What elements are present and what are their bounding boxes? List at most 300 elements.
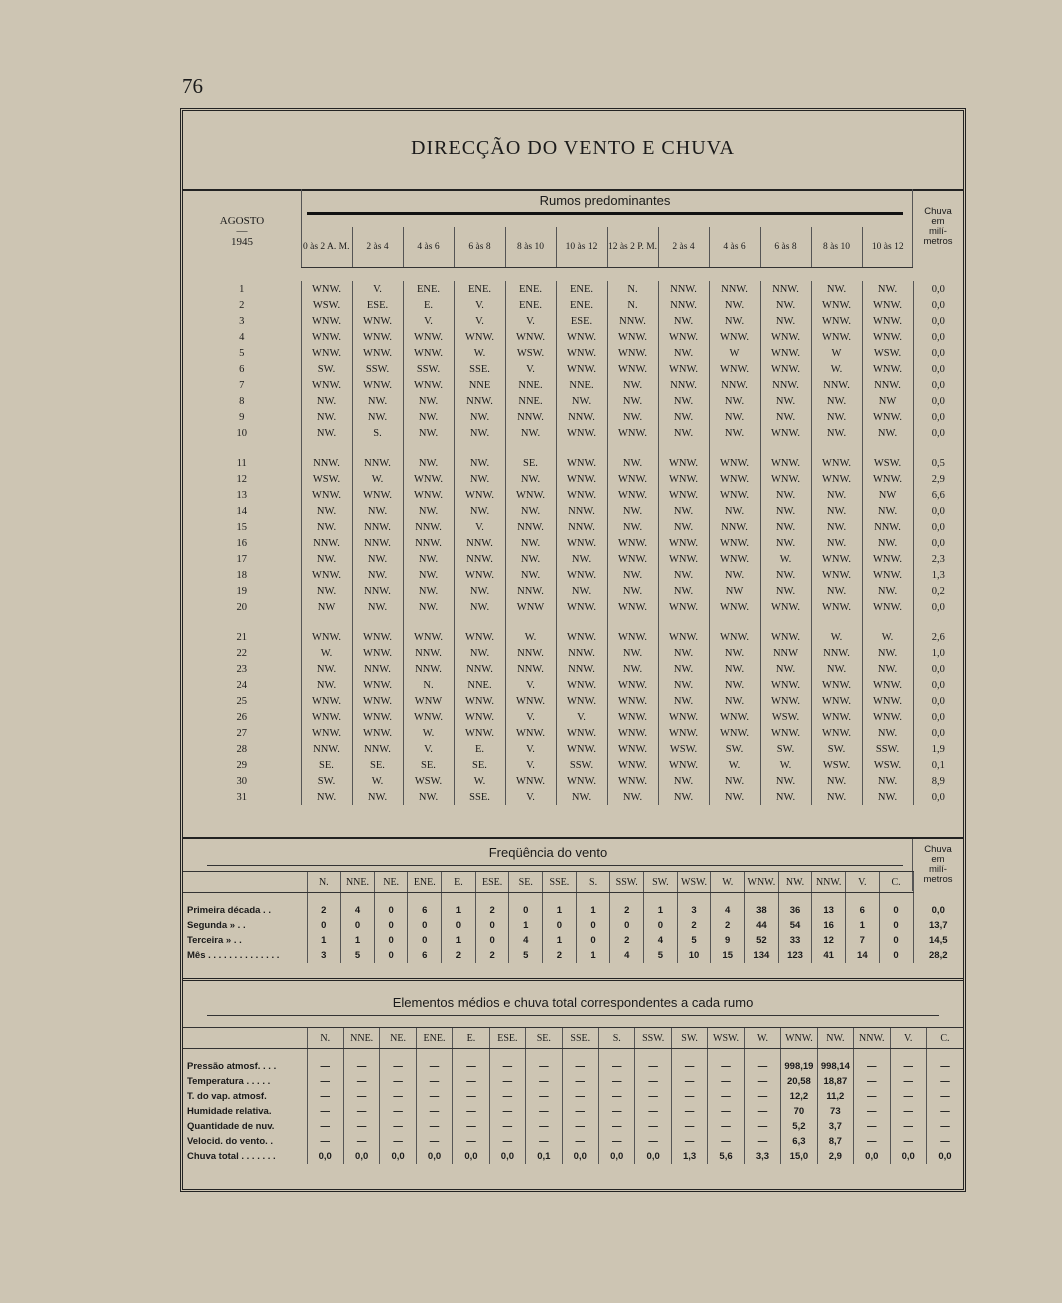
rain-cell: 0,0 (913, 297, 963, 313)
value-cell: 0 (879, 933, 913, 948)
direction-cell: V. (454, 519, 505, 535)
direction-cell: WNW. (403, 471, 454, 487)
value-cell: 0,0 (926, 1149, 963, 1164)
direction-cell: NNW. (811, 377, 862, 393)
direction-cell: NW. (454, 471, 505, 487)
direction-cell: WNW. (607, 329, 658, 345)
day-cell: 31 (236, 791, 247, 803)
day-cell: 26 (236, 711, 247, 723)
value-cell: — (926, 1089, 963, 1104)
direction-cell: NW. (811, 773, 862, 789)
rain-cell: 0,0 (913, 789, 963, 805)
table-row (183, 789, 963, 805)
value-cell: 998,14 (817, 1059, 853, 1074)
direction-cell: NW. (658, 661, 709, 677)
direction-cell: NNE (454, 377, 505, 393)
means-rule (207, 1015, 939, 1016)
direction-cell: NW. (811, 519, 862, 535)
table-row (183, 583, 963, 599)
direction-cell: WNW. (556, 599, 607, 615)
value-cell: — (635, 1074, 671, 1089)
direction-cell: NNW. (454, 393, 505, 409)
col-header: NE. (374, 872, 408, 893)
row-label: Mês . . . . . . . . . . . . . . (187, 950, 280, 961)
col-header: W. (711, 872, 745, 893)
rain-cell: 0,0 (913, 725, 963, 741)
main-col-headers (301, 227, 913, 268)
col-header: 8 às 10 (811, 227, 862, 268)
direction-cell: NW. (454, 599, 505, 615)
value-cell: 2 (610, 903, 644, 918)
direction-cell: WNW. (352, 313, 403, 329)
direction-cell: WNW. (556, 471, 607, 487)
value-cell: 0,0 (599, 1149, 635, 1164)
value-cell: — (343, 1089, 379, 1104)
direction-cell: NW. (505, 503, 556, 519)
direction-cell: NW. (505, 535, 556, 551)
direction-cell: NW. (556, 393, 607, 409)
value-cell: — (671, 1074, 707, 1089)
rain-cell: 0,0 (913, 693, 963, 709)
direction-cell: NW. (709, 693, 760, 709)
direction-cell: WNW. (709, 551, 760, 567)
day-cell: 24 (236, 679, 247, 691)
table-row (183, 535, 963, 551)
table-row (183, 393, 963, 409)
direction-cell: WNW. (556, 629, 607, 645)
direction-cell: WSW. (403, 773, 454, 789)
value-cell: — (453, 1089, 489, 1104)
table-row (183, 471, 963, 487)
value-cell: — (416, 1104, 452, 1119)
direction-cell: WNW. (556, 725, 607, 741)
direction-cell: WSW. (505, 345, 556, 361)
rain-cell: 0,0 (913, 661, 963, 677)
direction-cell: NW. (352, 599, 403, 615)
direction-cell: SW. (301, 361, 352, 377)
direction-cell: NNW. (454, 535, 505, 551)
direction-cell: WNW. (811, 693, 862, 709)
direction-cell: NW. (811, 583, 862, 599)
direction-cell: SSW. (352, 361, 403, 377)
value-cell: 5 (341, 948, 375, 963)
direction-cell: WNW. (607, 345, 658, 361)
direction-cell: NW. (352, 551, 403, 567)
direction-cell: WNW. (403, 487, 454, 503)
value-cell: — (599, 1134, 635, 1149)
direction-cell: WNW. (301, 709, 352, 725)
direction-cell: WNW. (658, 551, 709, 567)
direction-cell: NW. (760, 519, 811, 535)
direction-cell: WNW. (709, 487, 760, 503)
table-row (183, 1059, 963, 1074)
direction-cell: WNW. (862, 567, 913, 583)
value-cell: 998,19 (781, 1059, 817, 1074)
direction-cell: NNW. (658, 281, 709, 297)
direction-cell: NW. (352, 789, 403, 805)
rain-header (912, 189, 963, 267)
value-cell: 36 (778, 903, 812, 918)
value-cell: 2 (677, 918, 711, 933)
value-cell: 12,2 (781, 1089, 817, 1104)
direction-cell: NNW. (505, 519, 556, 535)
direction-cell: NW. (301, 409, 352, 425)
day-cell: 14 (236, 505, 247, 517)
direction-cell: NW. (862, 535, 913, 551)
value-cell: 1 (543, 903, 577, 918)
value-cell: — (416, 1089, 452, 1104)
day-cell: 23 (236, 663, 247, 675)
direction-cell: NW. (454, 503, 505, 519)
value-cell: 0 (374, 903, 408, 918)
direction-cell: NW. (658, 519, 709, 535)
direction-cell: WNW. (607, 741, 658, 757)
direction-cell: V. (454, 313, 505, 329)
rain-cell: 2,9 (913, 471, 963, 487)
value-cell: — (562, 1089, 598, 1104)
rain-cell: 1,3 (913, 567, 963, 583)
frequency-section (183, 839, 963, 981)
day-cell: 15 (236, 521, 247, 533)
value-cell: — (380, 1119, 416, 1134)
direction-cell: NNW. (709, 519, 760, 535)
direction-cell: V. (505, 709, 556, 725)
rain-cell: 0,0 (913, 677, 963, 693)
direction-cell: WNW. (556, 455, 607, 471)
value-cell: — (635, 1059, 671, 1074)
direction-cell: WNW. (352, 377, 403, 393)
main-body (183, 281, 963, 805)
value-cell: 13 (812, 903, 846, 918)
direction-cell: NW. (658, 789, 709, 805)
direction-cell: WNW. (301, 693, 352, 709)
day-cell: 1 (239, 283, 245, 295)
rain-cell: 0,0 (913, 281, 963, 297)
direction-cell: NW. (862, 281, 913, 297)
direction-cell: E. (403, 297, 454, 313)
table-row (183, 425, 963, 441)
direction-cell: NW. (862, 645, 913, 661)
col-header: NNE. (341, 872, 375, 893)
direction-cell: WNW. (556, 487, 607, 503)
row-label: Pressão atmosf. . . . (187, 1061, 277, 1072)
value-cell: 5 (509, 948, 543, 963)
value-cell: — (890, 1074, 926, 1089)
direction-cell: NW. (709, 567, 760, 583)
col-header: 2 às 4 (352, 227, 403, 268)
value-cell: 0,0 (416, 1149, 452, 1164)
rain-cell: 0,0 (913, 535, 963, 551)
direction-cell: W. (301, 645, 352, 661)
value-cell: 38 (745, 903, 779, 918)
value-cell: — (562, 1074, 598, 1089)
direction-cell: WNW. (403, 377, 454, 393)
table-row (183, 1134, 963, 1149)
direction-cell: WNW. (811, 455, 862, 471)
direction-cell: WNW. (709, 629, 760, 645)
direction-cell: WNW. (760, 725, 811, 741)
wind-direction-section (183, 189, 963, 839)
value-cell: 1 (341, 933, 375, 948)
direction-cell: NNW. (556, 645, 607, 661)
direction-cell: NW. (607, 393, 658, 409)
value-cell: 5,2 (781, 1119, 817, 1134)
value-cell: — (526, 1119, 562, 1134)
direction-cell: WNW. (556, 345, 607, 361)
direction-cell: WSW. (760, 709, 811, 725)
value-cell: 0 (374, 948, 408, 963)
direction-cell: WNW. (862, 709, 913, 725)
table-row (183, 329, 963, 345)
value-cell: 5 (677, 933, 711, 948)
value-cell: — (635, 1089, 671, 1104)
value-cell: 0 (341, 918, 375, 933)
direction-cell: V. (505, 677, 556, 693)
direction-cell: SSE. (454, 361, 505, 377)
direction-cell: WNW. (301, 377, 352, 393)
direction-cell: W. (811, 361, 862, 377)
value-cell: 0,0 (453, 1149, 489, 1164)
direction-cell: NNW. (505, 409, 556, 425)
rain-label-3: milí- (929, 226, 947, 237)
direction-cell: WNW. (658, 455, 709, 471)
means-title: Elementos médios e chuva total correspondentes a cada rumo (392, 995, 754, 1010)
col-header: 4 às 6 (709, 227, 760, 268)
direction-cell: WNW. (454, 567, 505, 583)
direction-cell: WNW. (811, 725, 862, 741)
direction-cell: NNW. (556, 661, 607, 677)
value-cell: 3,3 (744, 1149, 780, 1164)
table-frame (180, 108, 966, 1192)
day-cell: 17 (236, 553, 247, 565)
value-cell: — (307, 1119, 343, 1134)
frequency-rule (207, 865, 903, 866)
direction-cell: WNW. (760, 329, 811, 345)
page-title: DIRECÇÃO DO VENTO E CHUVA (411, 137, 735, 159)
value-cell: — (671, 1104, 707, 1119)
value-cell: — (854, 1119, 890, 1134)
value-cell: 6 (408, 903, 442, 918)
table-row (183, 693, 963, 709)
direction-cell: WNW. (607, 773, 658, 789)
direction-cell: NW. (760, 661, 811, 677)
direction-cell: WNW. (709, 709, 760, 725)
direction-cell: WNW. (607, 535, 658, 551)
value-cell: — (343, 1104, 379, 1119)
direction-cell: WNW. (862, 471, 913, 487)
value-cell: — (708, 1089, 744, 1104)
value-cell: 73 (817, 1104, 853, 1119)
direction-cell: SE. (454, 757, 505, 773)
direction-cell: WNW. (658, 329, 709, 345)
col-header: NW. (817, 1028, 853, 1049)
value-cell: — (926, 1104, 963, 1119)
value-cell: 5,6 (708, 1149, 744, 1164)
direction-cell: NNW. (352, 583, 403, 599)
direction-cell: NW. (607, 409, 658, 425)
direction-cell: WNW. (862, 677, 913, 693)
value-cell: 1 (442, 903, 476, 918)
direction-cell: SSW. (556, 757, 607, 773)
direction-cell: NW. (862, 725, 913, 741)
direction-cell: WNW. (811, 709, 862, 725)
value-cell: — (708, 1059, 744, 1074)
value-cell: 12 (812, 933, 846, 948)
table-row (183, 345, 963, 361)
direction-cell: NW. (760, 487, 811, 503)
col-header: 8 às 10 (505, 227, 556, 268)
direction-cell: NW. (454, 583, 505, 599)
direction-cell: NNW. (862, 519, 913, 535)
value-cell: — (890, 1119, 926, 1134)
value-cell: — (744, 1134, 780, 1149)
direction-cell: WNW. (352, 725, 403, 741)
col-header: N. (307, 872, 341, 893)
rain-cell: 0,2 (913, 583, 963, 599)
value-cell: — (671, 1059, 707, 1074)
freq-rain-label-1: Chuva (924, 844, 952, 855)
value-cell: 8,7 (817, 1134, 853, 1149)
direction-cell: WSW. (862, 345, 913, 361)
direction-cell: SW. (811, 741, 862, 757)
value-cell: — (489, 1089, 525, 1104)
direction-cell: WNW. (556, 361, 607, 377)
direction-cell: NW. (811, 535, 862, 551)
direction-cell: SW. (709, 741, 760, 757)
day-cell: 6 (239, 363, 245, 375)
direction-cell: NW (862, 487, 913, 503)
direction-cell: ESE. (556, 313, 607, 329)
day-cell: 5 (239, 347, 245, 359)
direction-cell: WNW. (862, 551, 913, 567)
direction-cell: WNW. (811, 297, 862, 313)
direction-cell: N. (607, 297, 658, 313)
table-row (183, 1074, 963, 1089)
direction-cell: NW. (709, 773, 760, 789)
value-cell: — (708, 1119, 744, 1134)
rain-cell: 0,0 (913, 313, 963, 329)
direction-cell: NW. (709, 393, 760, 409)
value-cell: 0 (879, 903, 913, 918)
value-cell: 5 (644, 948, 678, 963)
direction-cell: NW. (862, 503, 913, 519)
direction-cell: WNW. (556, 773, 607, 789)
direction-cell: NNW. (862, 377, 913, 393)
value-cell: 44 (745, 918, 779, 933)
direction-cell: NNW. (403, 535, 454, 551)
direction-cell: NW. (607, 567, 658, 583)
direction-cell: W. (403, 725, 454, 741)
direction-cell: WNW. (658, 487, 709, 503)
direction-cell: NNW. (352, 661, 403, 677)
table-row (183, 409, 963, 425)
rain-cell: 2,3 (913, 551, 963, 567)
row-label: T. do vap. atmosf. (187, 1091, 267, 1102)
value-cell: 9 (711, 933, 745, 948)
value-cell: 0 (408, 918, 442, 933)
direction-cell: NW. (352, 409, 403, 425)
value-cell: — (380, 1059, 416, 1074)
value-cell: 2 (475, 948, 509, 963)
direction-cell: WNW. (556, 741, 607, 757)
direction-cell: WNW. (301, 329, 352, 345)
table-row (183, 599, 963, 615)
value-cell: 6,3 (781, 1134, 817, 1149)
col-header: W. (744, 1028, 780, 1049)
direction-cell: NW. (454, 455, 505, 471)
direction-cell: NW. (658, 567, 709, 583)
direction-cell: WNW. (862, 599, 913, 615)
value-cell: — (526, 1074, 562, 1089)
direction-cell: WNW. (454, 629, 505, 645)
direction-cell: W. (760, 757, 811, 773)
direction-cell: WNW. (454, 487, 505, 503)
month-label: AGOSTO (219, 215, 265, 227)
direction-cell: NW. (607, 583, 658, 599)
value-cell: 4 (711, 903, 745, 918)
rain-label-2: em (931, 216, 945, 227)
direction-cell: SSE. (454, 789, 505, 805)
col-header: WSW. (708, 1028, 744, 1049)
col-header: ESE. (475, 872, 509, 893)
value-cell: 1 (442, 933, 476, 948)
freq-rain-label-2: em (931, 854, 945, 865)
direction-cell: NNW. (556, 409, 607, 425)
value-cell: — (453, 1104, 489, 1119)
direction-cell: NW. (811, 487, 862, 503)
direction-cell: W. (352, 773, 403, 789)
value-cell: — (599, 1074, 635, 1089)
direction-cell: N. (607, 281, 658, 297)
value-cell: — (489, 1119, 525, 1134)
direction-cell: V. (505, 789, 556, 805)
value-cell: 0 (576, 918, 610, 933)
direction-cell: NW. (658, 677, 709, 693)
value-cell: 0,0 (890, 1149, 926, 1164)
direction-cell: WNW. (403, 629, 454, 645)
value-cell: 0,0 (635, 1149, 671, 1164)
value-cell: — (307, 1104, 343, 1119)
table-row (183, 773, 963, 789)
value-cell: — (926, 1134, 963, 1149)
value-cell: — (599, 1119, 635, 1134)
direction-cell: WNW. (607, 757, 658, 773)
table-row (183, 503, 963, 519)
direction-cell: NNW. (403, 519, 454, 535)
direction-cell: NNW. (352, 535, 403, 551)
direction-cell: NW. (709, 409, 760, 425)
value-cell: — (562, 1134, 598, 1149)
value-cell: 0 (879, 948, 913, 963)
group-label: Rumos predominantes (539, 193, 671, 208)
col-header: E. (442, 872, 476, 893)
direction-cell: NW. (301, 393, 352, 409)
direction-cell: WNW. (301, 487, 352, 503)
direction-cell: WNW. (811, 471, 862, 487)
value-cell: 1 (576, 903, 610, 918)
col-header: NE. (380, 1028, 416, 1049)
rain-cell: 0,0 (913, 709, 963, 725)
direction-cell: WNW. (709, 455, 760, 471)
direction-cell: NW. (760, 789, 811, 805)
value-cell: 1 (543, 933, 577, 948)
day-cell: 2 (239, 299, 245, 311)
value-cell: — (489, 1134, 525, 1149)
value-cell: 0 (442, 918, 476, 933)
table-row (183, 377, 963, 393)
table-row (183, 918, 963, 933)
direction-cell: WNW. (556, 535, 607, 551)
